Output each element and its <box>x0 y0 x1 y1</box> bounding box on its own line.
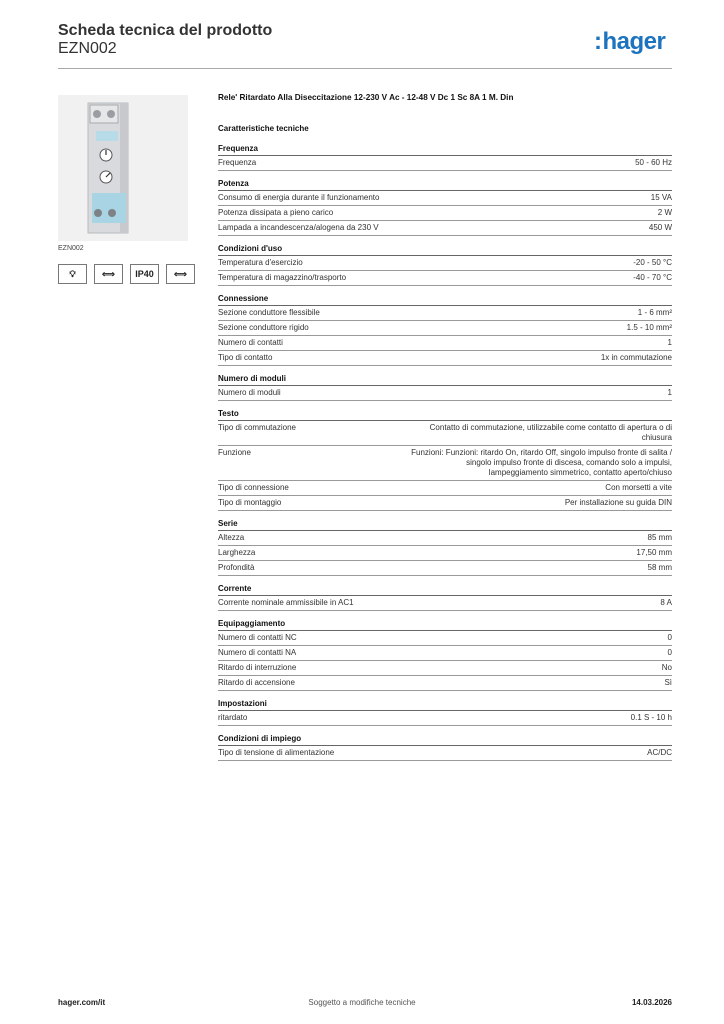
spec-value: Sì <box>664 678 672 687</box>
din-rail-icon: ⟺ <box>94 264 123 284</box>
spec-value: 8 A <box>660 598 672 607</box>
spec-row <box>218 306 672 321</box>
hager-logo[interactable] <box>594 28 665 56</box>
spec-sheet <box>218 93 672 769</box>
section-title: Testo <box>218 409 672 421</box>
spec-value: 450 W <box>648 223 672 232</box>
spec-value: -40 - 70 °C <box>633 273 672 282</box>
product-title: Rele' Ritardato Alla Diseccitazione 12-230 V Ac - 12-48 V Dc 1 Sc 8A 1 M. Din <box>218 93 514 102</box>
spec-value: 1 - 6 mm² <box>637 308 672 317</box>
spec-row <box>218 421 672 446</box>
spec-row <box>218 386 672 401</box>
spec-value: 50 - 60 Hz <box>635 158 672 167</box>
spec-value: No <box>661 663 672 672</box>
product-image <box>58 95 188 241</box>
spec-value: Con morsetti a vite <box>605 483 672 492</box>
spec-row <box>218 351 672 366</box>
spec-section <box>218 179 672 236</box>
spec-row <box>218 191 672 206</box>
spec-key: Numero di contatti NC <box>218 633 297 642</box>
image-caption: EZN002 <box>58 245 84 252</box>
spec-section <box>218 244 672 286</box>
spec-key: Potenza dissipata a pieno carico <box>218 208 334 217</box>
spec-value: 0 <box>667 633 672 642</box>
lamp-icon: 💡︎ <box>58 264 87 284</box>
section-title: Corrente <box>218 584 672 596</box>
spec-row <box>218 206 672 221</box>
spec-key: Corrente nominale ammissibile in AC1 <box>218 598 354 607</box>
spec-key: Tipo di tensione di alimentazione <box>218 748 335 757</box>
spec-value: 1 <box>667 388 672 397</box>
header-divider <box>58 68 672 69</box>
spec-value: Per installazione su guida DIN <box>564 498 672 507</box>
spec-row <box>218 256 672 271</box>
spec-key: Frequenza <box>218 158 257 167</box>
spec-row <box>218 631 672 646</box>
spec-value: -20 - 50 °C <box>633 258 672 267</box>
spec-row <box>218 271 672 286</box>
spec-row <box>218 711 672 726</box>
spec-key: ritardato <box>218 713 248 722</box>
tech-heading: Caratteristiche tecniche <box>218 124 309 133</box>
spec-key: Profondità <box>218 563 255 572</box>
spec-value: 1.5 - 10 mm² <box>626 323 672 332</box>
spec-value: 17,50 mm <box>636 548 672 557</box>
spec-value: 1 <box>667 338 672 347</box>
section-title: Impostazioni <box>218 699 672 711</box>
spec-key: Temperatura d'esercizio <box>218 258 303 267</box>
spec-value: 1x in commutazione <box>600 353 672 362</box>
section-title: Numero di moduli <box>218 374 672 386</box>
spec-section <box>218 409 672 511</box>
spec-key: Consumo di energia durante il funzionamento <box>218 193 380 202</box>
spec-key: Tipo di montaggio <box>218 498 282 507</box>
spec-row <box>218 481 672 496</box>
spec-key: Tipo di contatto <box>218 353 273 362</box>
spec-value: 15 VA <box>650 193 672 202</box>
spec-section <box>218 699 672 726</box>
product-code: EZN002 <box>58 40 117 57</box>
spec-key: Ritardo di interruzione <box>218 663 297 672</box>
logo-colon: : <box>594 28 602 55</box>
spec-section <box>218 619 672 691</box>
section-title: Potenza <box>218 179 672 191</box>
spec-row <box>218 596 672 611</box>
spec-row <box>218 496 672 511</box>
spec-key: Altezza <box>218 533 245 542</box>
spec-row <box>218 531 672 546</box>
spec-key: Temperatura di magazzino/trasporto <box>218 273 347 282</box>
spec-value: Contatto di commutazione, utilizzabile come contatto di apertura o di chiusura <box>429 423 672 442</box>
spec-row <box>218 336 672 351</box>
spec-key: Numero di contatti <box>218 338 283 347</box>
section-title: Equipaggiamento <box>218 619 672 631</box>
spec-row <box>218 446 672 481</box>
page-title: Scheda tecnica del prodotto <box>58 22 273 39</box>
spec-key: Numero di contatti NA <box>218 648 297 657</box>
spec-key: Numero di moduli <box>218 388 281 397</box>
spec-key: Ritardo di accensione <box>218 678 295 687</box>
section-title: Serie <box>218 519 672 531</box>
spec-key: Sezione conduttore rigido <box>218 323 309 332</box>
spec-row <box>218 156 672 171</box>
section-title: Condizioni d'uso <box>218 244 672 256</box>
spec-row <box>218 321 672 336</box>
footer-date: 14.03.2026 <box>631 998 672 1007</box>
section-title: Connessione <box>218 294 672 306</box>
spec-value: Funzioni: Funzioni: ritardo On, ritardo Off, singolo impulso fronte di salita / singolo impulso fronte di discesa, comando solo a impulsi, lampeggiamento simmetrico, contatto aperto/chiuso <box>411 448 672 477</box>
spec-value: 0 <box>667 648 672 657</box>
spec-key: Tipo di connessione <box>218 483 289 492</box>
spec-row <box>218 221 672 236</box>
spec-row <box>218 561 672 576</box>
spec-row <box>218 746 672 761</box>
spec-key: Larghezza <box>218 548 256 557</box>
spec-sections <box>218 144 672 761</box>
spec-value: 0.1 S - 10 h <box>630 713 672 722</box>
spec-section <box>218 374 672 401</box>
spec-section <box>218 519 672 576</box>
footer-note: Soggetto a modifiche tecniche <box>308 998 416 1007</box>
spec-value: 85 mm <box>647 533 672 542</box>
spec-key: Sezione conduttore flessibile <box>218 308 320 317</box>
spec-value: AC/DC <box>647 748 672 757</box>
feature-icons <box>58 264 195 284</box>
spec-value: 58 mm <box>647 563 672 572</box>
logo-text: hager <box>602 28 666 55</box>
spec-row <box>218 546 672 561</box>
footer-site-link[interactable]: hager.com/it <box>58 998 106 1007</box>
spec-key: Funzione <box>218 448 251 457</box>
modular-width-icon: ⟺ <box>166 264 195 284</box>
spec-section <box>218 144 672 171</box>
spec-key: Tipo di commutazione <box>218 423 296 432</box>
relay-device-icon <box>58 95 188 241</box>
spec-key: Lampada a incandescenza/alogena da 230 V <box>218 223 379 232</box>
ip40-badge: IP40 <box>130 264 159 284</box>
spec-row <box>218 646 672 661</box>
spec-value: 2 W <box>657 208 672 217</box>
spec-row <box>218 676 672 691</box>
section-title: Frequenza <box>218 144 672 156</box>
spec-section <box>218 294 672 366</box>
section-title: Condizioni di impiego <box>218 734 672 746</box>
spec-row <box>218 661 672 676</box>
spec-section <box>218 584 672 611</box>
spec-section <box>218 734 672 761</box>
